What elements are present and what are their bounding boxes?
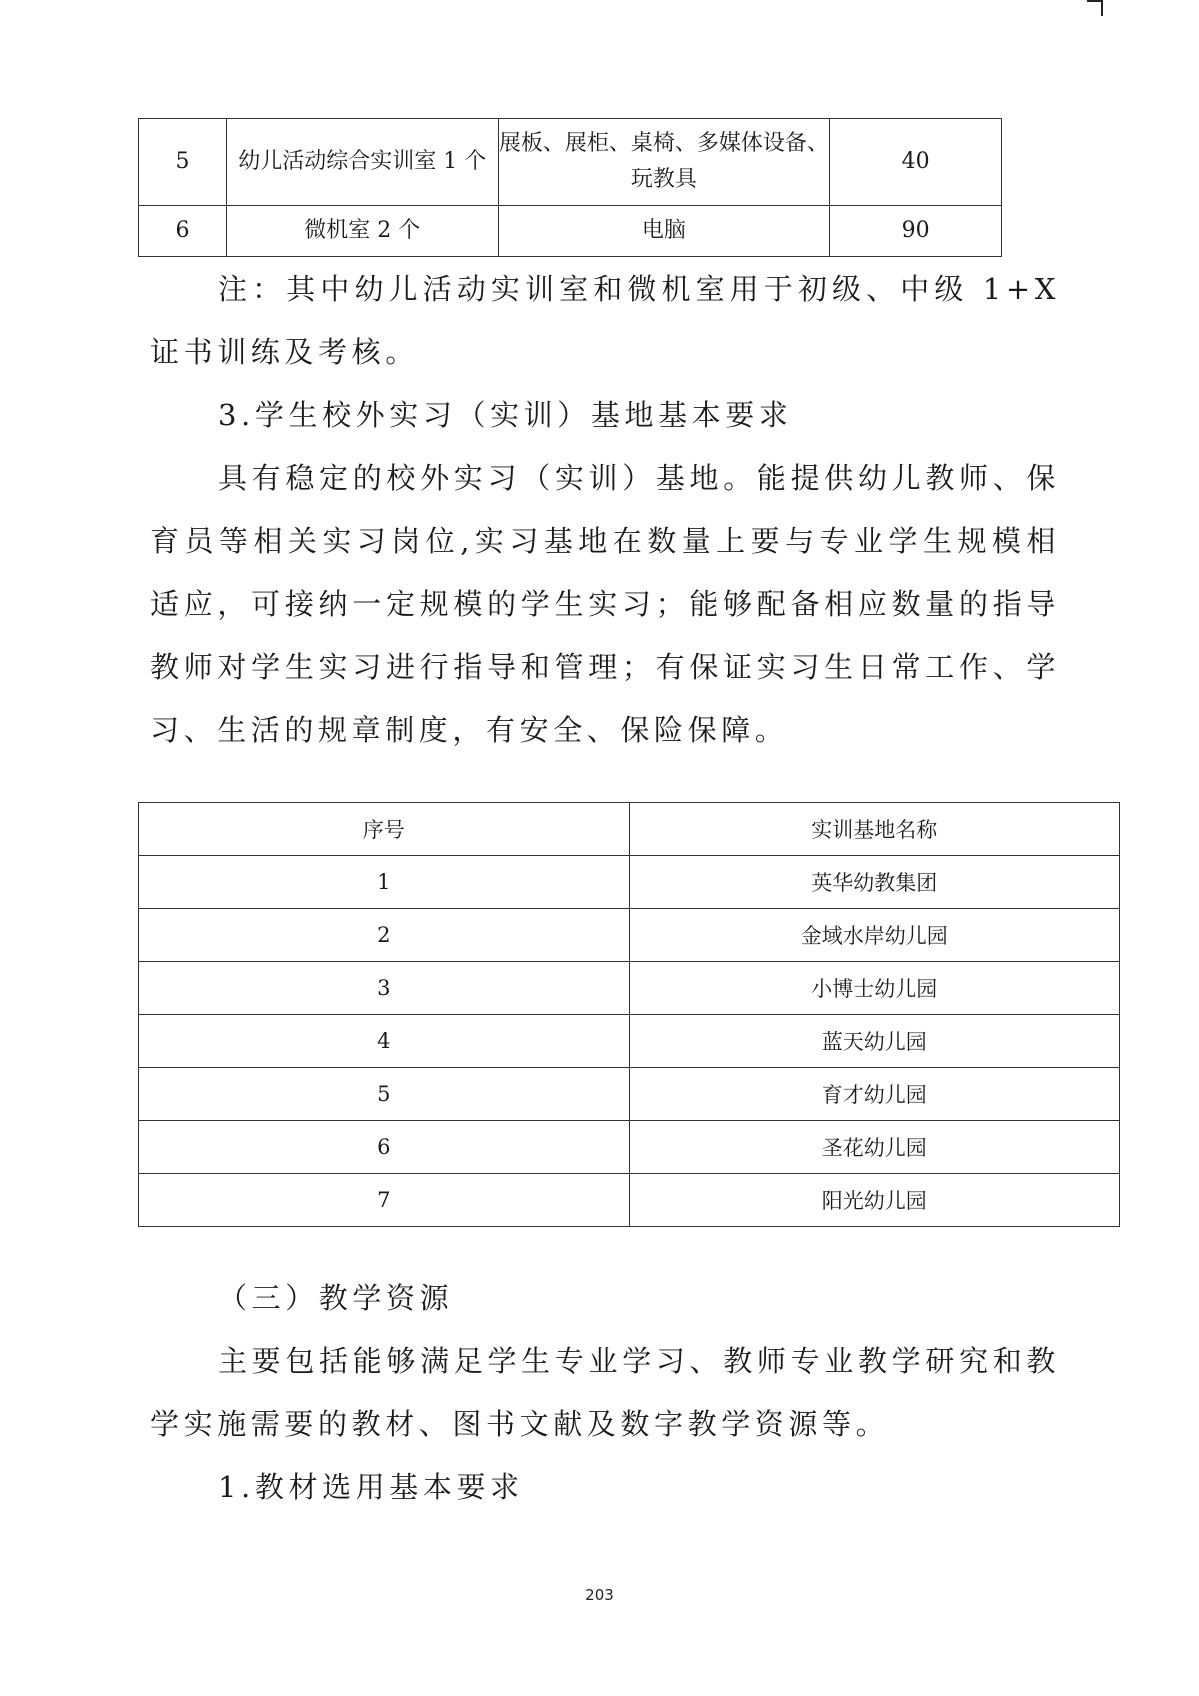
cell-name: 圣花幼儿园 (629, 1121, 1120, 1174)
subsection1-title: 1.教材选用基本要求 (218, 1470, 524, 1504)
cell-name: 育才幼儿园 (629, 1068, 1120, 1121)
equipment-line: 展板、展柜、桌椅、多媒体设备、 (498, 131, 829, 156)
cell-name: 金域水岸幼儿园 (629, 909, 1120, 962)
cell-qty: 40 (830, 119, 1002, 206)
note-paragraph: 注：其中幼儿活动实训室和微机室用于初级、中级 1+X 证书训练及考核。 (150, 272, 1060, 369)
cell-no: 4 (139, 1015, 630, 1068)
table-row (139, 856, 1120, 909)
training-base-table (138, 802, 1120, 1227)
header-no: 序号 (139, 803, 630, 856)
cell-no: 1 (139, 856, 630, 909)
section3-title: 3.学生校外实习（实训）基地基本要求 (218, 398, 793, 432)
table-row (139, 206, 1002, 257)
crop-mark (1087, 0, 1103, 16)
cell-equipment: 电脑 (498, 206, 830, 257)
cell-equipment (498, 119, 830, 206)
table-row (139, 1068, 1120, 1121)
teaching-resources-title: （三）教学资源 (218, 1281, 454, 1315)
teaching-resources-body: 主要包括能够满足学生专业学习、教师专业教学研究和教学实施需要的教材、图书文献及数字教学资源等。 (150, 1344, 1060, 1441)
table-row (139, 962, 1120, 1015)
section3-body: 具有稳定的校外实习（实训）基地。能提供幼儿教师、保育员等相关实习岗位,实习基地在数量上要与专业学生规模相适应，可接纳一定规模的学生实习；能够配备相应数量的指导教师对学生实习进行指导和管理；有保证实习生日常工作、学习、生活的规章制度，有安全、保险保障。 (150, 461, 1060, 747)
cell-qty: 90 (830, 206, 1002, 257)
equipment-table (138, 118, 1002, 257)
cell-name: 蓝天幼儿园 (629, 1015, 1120, 1068)
table-header-row (139, 803, 1120, 856)
cell-no: 5 (139, 119, 227, 206)
cell-no: 7 (139, 1174, 630, 1227)
cell-name: 阳光幼儿园 (629, 1174, 1120, 1227)
cell-no: 2 (139, 909, 630, 962)
cell-no: 5 (139, 1068, 630, 1121)
table-row (139, 909, 1120, 962)
cell-room: 幼儿活动综合实训室 1 个 (226, 119, 498, 206)
table-row (139, 119, 1002, 206)
page-number: 203 (585, 1586, 614, 1604)
cell-no: 3 (139, 962, 630, 1015)
table-row (139, 1174, 1120, 1227)
table-row (139, 1121, 1120, 1174)
cell-no: 6 (139, 206, 227, 257)
cell-room: 微机室 2 个 (226, 206, 498, 257)
table-row (139, 1015, 1120, 1068)
cell-no: 6 (139, 1121, 630, 1174)
equipment-line: 玩教具 (630, 167, 697, 192)
header-name: 实训基地名称 (629, 803, 1120, 856)
cell-name: 小博士幼儿园 (629, 962, 1120, 1015)
cell-name: 英华幼教集团 (629, 856, 1120, 909)
